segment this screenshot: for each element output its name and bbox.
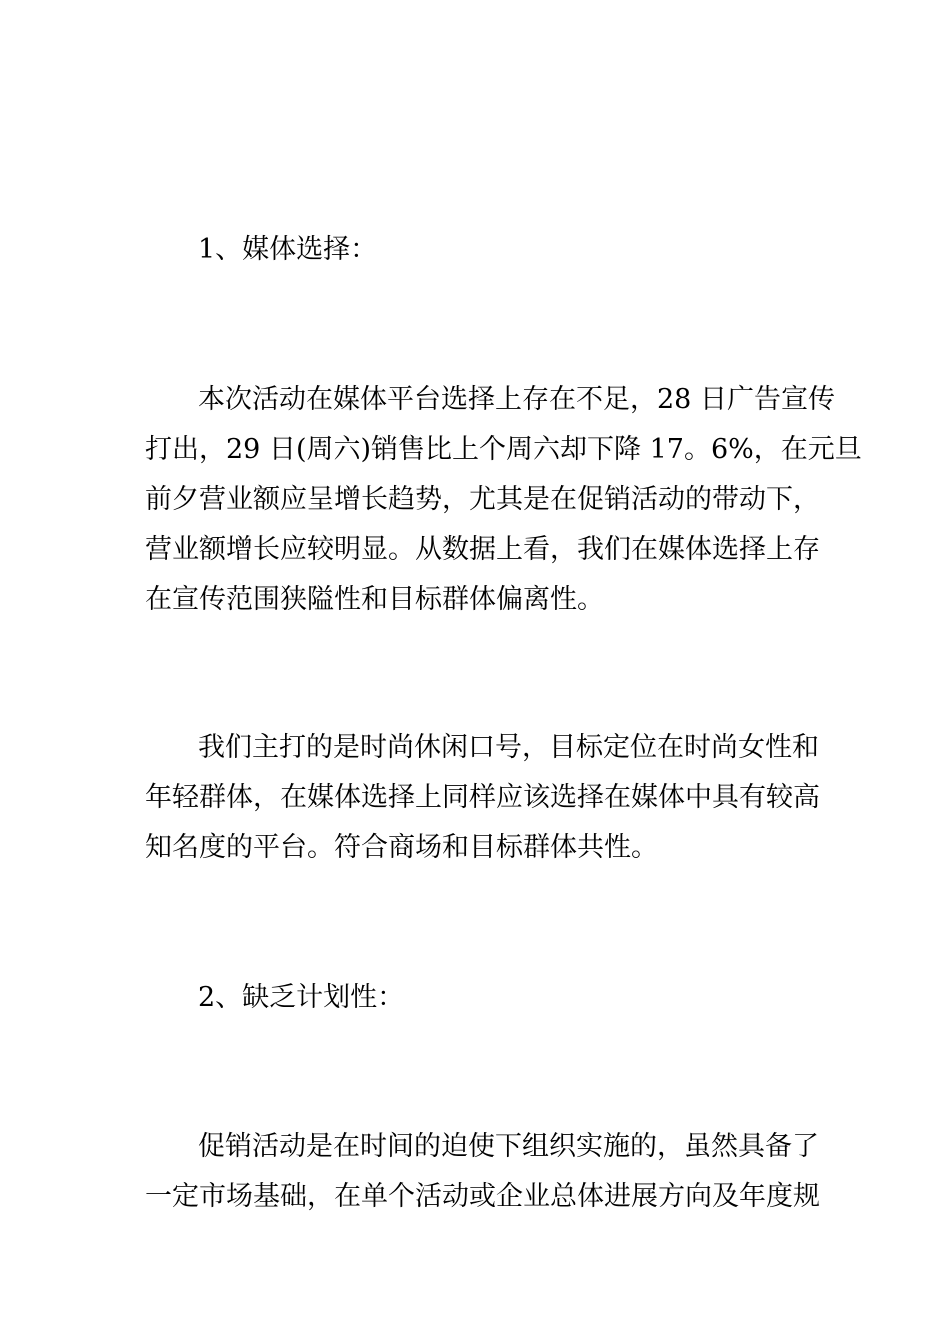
paragraph-line: 年轻群体，在媒体选择上同样应该选择在媒体中具有较高 <box>145 782 820 813</box>
paragraph-line: 在宣传范围狭隘性和目标群体偏离性。 <box>145 584 604 615</box>
paragraph-line: 促销活动是在时间的迫使下组织实施的，虽然具备了 <box>198 1131 819 1162</box>
paragraph-line: 前夕营业额应呈增长趋势，尤其是在促销活动的带动下， <box>145 484 820 515</box>
paragraph-line: 一定市场基础，在单个活动或企业总体进展方向及年度规 <box>145 1181 820 1212</box>
section-heading-media-selection: 1、媒体选择： <box>198 234 378 265</box>
paragraph-line: 本次活动在媒体平台选择上存在不足，28 日广告宣传 <box>198 384 835 415</box>
paragraph-line: 知名度的平台。符合商场和目标群体共性。 <box>145 832 658 863</box>
section-heading-lack-of-planning: 2、缺乏计划性： <box>198 982 405 1013</box>
paragraph-line: 打出，29 日(周六)销售比上个周六却下降 17。6%，在元旦 <box>145 434 862 465</box>
paragraph-line: 我们主打的是时尚休闲口号，目标定位在时尚女性和 <box>198 732 819 763</box>
paragraph-line: 营业额增长应较明显。从数据上看，我们在媒体选择上存 <box>145 534 820 565</box>
